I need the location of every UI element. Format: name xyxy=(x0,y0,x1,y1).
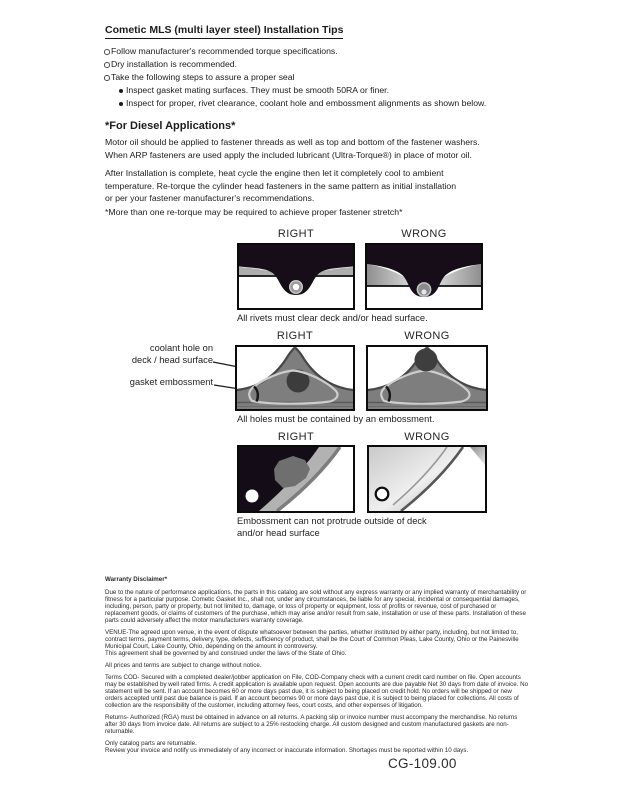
label-line: deck / head surface xyxy=(131,354,213,365)
paragraph-line: After Installation is complete, heat cycle the engine then let it completely cool to ambient xyxy=(105,168,444,178)
paragraph-line: When ARP fasteners are used apply the included lubricant (Ultra-Torque®) in place of motor oil. xyxy=(105,149,472,160)
coolant-hole-label xyxy=(95,343,213,366)
disclaimer-paragraph: This agreement shall be governed by and construed under the laws of the State of Ohio. xyxy=(105,650,347,657)
page-title: Cometic MLS (multi layer steel) Installation Tips xyxy=(105,24,343,39)
list-item: Follow manufacturer's recommended torque specifications. xyxy=(104,45,486,58)
disclaimer-paragraph: Review your invoice and notify us immediately of any incorrect or inaccurate information. Shortages must be reported within 10 days. xyxy=(105,747,469,754)
installation-tips-list xyxy=(104,45,486,110)
diesel-section-heading: *For Diesel Applications* xyxy=(105,120,236,132)
diesel-paragraph-1 xyxy=(105,136,480,161)
caption-line: and/or head surface xyxy=(237,527,320,538)
row2-right-header: RIGHT xyxy=(276,330,314,342)
rivet-center xyxy=(293,284,299,290)
disclaimer-paragraph: Due to the nature of performance applications, the parts in this catalog are sold without any express warranty or any implied warranty of merchantability or fitness for a particular purpose. Cometic Gasket Inc., shall not, under any circumstances, be liable for any special, incidental or consequential damages, including, person, party or property, but not limited to, damage, or loss of property or equipment, loss of profits or revenue, cost of purchased or replacement goods, or claims of customers of the purchase, which may arise and/or result from sale, installation or use of these parts. Installation of these parts could adversely affect the motor manufacturers warranty coverage. xyxy=(105,589,527,624)
row2-wrong-header: WRONG xyxy=(404,330,450,342)
list-item: Inspect gasket mating surfaces. They must be smooth 50RA or finer. xyxy=(104,84,486,97)
gasket-embossment-label: gasket embossment xyxy=(129,377,213,387)
row3-right-diagram xyxy=(237,445,355,513)
row1-caption: All rivets must clear deck and/or head surface. xyxy=(237,313,428,323)
row3-caption xyxy=(237,516,427,539)
retorque-note xyxy=(105,206,402,219)
diesel-paragraph-2 xyxy=(105,167,456,205)
paragraph-line: or per your fastener manufacturer's recommendations. xyxy=(105,193,315,204)
row1-right-diagram xyxy=(237,243,355,310)
disclaimer-heading: Warranty Disclaimer* xyxy=(105,576,168,583)
disclaimer-paragraph: Terms COD- Secured with a completed dealer/jobber application on File, COD-Company check with a current credit card number on file. Open accounts may be established by well rated firms. A credit application is available upon request. Open accounts are due payable Net 30 days from date of invoice. No statement will be sent. If an account becomes 60 or more days past due, it is subject to being placed on credit hold. No orders will be shipped or new orders accepted until past due balance is paid. If an account becomes 90 or more days past due, it is subject to being placed for collections. All costs of collection are the responsibility of the customer, including attorney fees, court costs, and other expenses of litigation. xyxy=(105,674,529,709)
list-item: Take the following steps to assure a proper seal xyxy=(104,71,486,84)
row1-right-header: RIGHT xyxy=(277,228,315,240)
disclaimer-paragraph: Returns- Authorized (RGA) must be obtained in advance on all returns. A packing slip or invoice number must accompany the merchandise. No returns after 30 days from invoice date. All returns are subject to a 25% restocking charge. All custom designed and custom manufactured gaskets are non-returnable. xyxy=(105,714,518,735)
row1-wrong-diagram xyxy=(365,243,483,310)
row3-wrong-header: WRONG xyxy=(404,431,450,443)
bolt-hole xyxy=(376,488,389,501)
row3-right-header: RIGHT xyxy=(277,431,315,443)
caption-line: Embossment can not protrude outside of deck xyxy=(237,516,427,526)
warranty-disclaimer xyxy=(105,576,529,759)
row2-caption: All holes must be contained by an embossment. xyxy=(237,414,435,424)
rivet-center xyxy=(422,290,427,295)
row3-wrong-diagram xyxy=(367,445,487,513)
document-code: CG-109.00 xyxy=(388,756,457,771)
coolant-hole xyxy=(415,349,438,372)
paragraph-line: *More than one re-torque may be required to achieve proper fastener stretch* xyxy=(105,207,403,217)
row2-right-diagram xyxy=(235,345,355,411)
disclaimer-paragraph: VENUE-The agreed upon venue, in the event of dispute whatsoever between the parties, whether instituted by either party, including, but not limited to, contract terms, payment terms, delivery, type, defects, sufficiency of product, shall be the Court of Common Pleas, Lake County, Ohio or the Painesville Municipal Court, Lake County, Ohio, depending on the amount in controversy. xyxy=(105,629,519,650)
disclaimer-paragraph: All prices and terms are subject to change without notice. xyxy=(105,662,262,669)
list-item: Dry installation is recommended. xyxy=(104,58,486,71)
paragraph-line: Motor oil should be applied to fastener threads as well as top and bottom of the fastener washers. xyxy=(105,137,480,147)
label-line: coolant hole on xyxy=(149,343,213,353)
bolt-hole xyxy=(246,490,259,503)
list-item: Inspect for proper, rivet clearance, coolant hole and embossment alignments as shown below. xyxy=(104,97,486,110)
disclaimer-paragraph: Only catalog parts are returnable. xyxy=(105,740,197,747)
row2-wrong-diagram xyxy=(366,345,488,411)
row1-wrong-header: WRONG xyxy=(401,228,447,240)
paragraph-line: temperature. Re-torque the cylinder head fasteners in the same pattern as initial installation xyxy=(105,180,457,191)
